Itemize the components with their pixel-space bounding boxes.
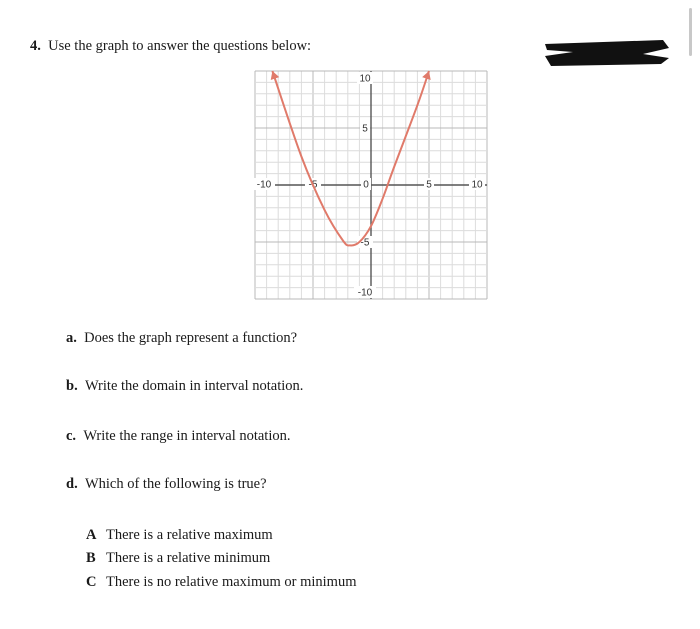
y-tick-label: 5 (362, 123, 368, 135)
part-c-text: Write the range in interval notation. (83, 428, 291, 444)
part-d (66, 476, 267, 493)
choice-a-letter: A (86, 527, 97, 543)
y-tick-label: -10 (357, 287, 373, 299)
choice-c[interactable] (86, 574, 356, 591)
x-tick-label: -10 (256, 179, 272, 191)
choice-c-letter: C (86, 574, 97, 590)
redaction-mark (543, 38, 671, 68)
choice-a-text: There is a relative maximum (106, 527, 273, 543)
part-b-text: Write the domain in interval notation. (84, 378, 304, 394)
part-b-letter: b. (66, 378, 78, 394)
part-a (66, 330, 297, 347)
y-tick-label: 10 (359, 73, 371, 85)
choice-b-text: There is a relative minimum (106, 550, 271, 566)
question-4 (30, 38, 311, 55)
x-tick-label: -5 (308, 179, 318, 191)
choice-b-letter: B (86, 550, 96, 566)
part-c-letter: c. (66, 428, 77, 444)
choice-b[interactable] (86, 550, 270, 567)
scrollbar-thumb[interactable] (689, 8, 692, 56)
question-number: 4. (30, 38, 41, 54)
part-a-letter: a. (66, 330, 77, 346)
x-tick-label: 10 (471, 179, 483, 191)
choice-c-text: There is no relative maximum or minimum (106, 574, 357, 590)
part-a-text: Does the graph represent a function? (84, 330, 298, 346)
y-tick-label: -5 (360, 237, 370, 249)
choice-a[interactable] (86, 527, 273, 544)
part-c (66, 428, 291, 445)
question-text: Use the graph to answer the questions below: (48, 38, 312, 54)
x-tick-label: 0 (363, 179, 369, 191)
part-d-letter: d. (66, 476, 78, 492)
part-d-text: Which of the following is true? (84, 476, 267, 492)
part-b (66, 378, 303, 395)
x-tick-label: 5 (426, 179, 432, 191)
coordinate-graph (250, 68, 492, 304)
